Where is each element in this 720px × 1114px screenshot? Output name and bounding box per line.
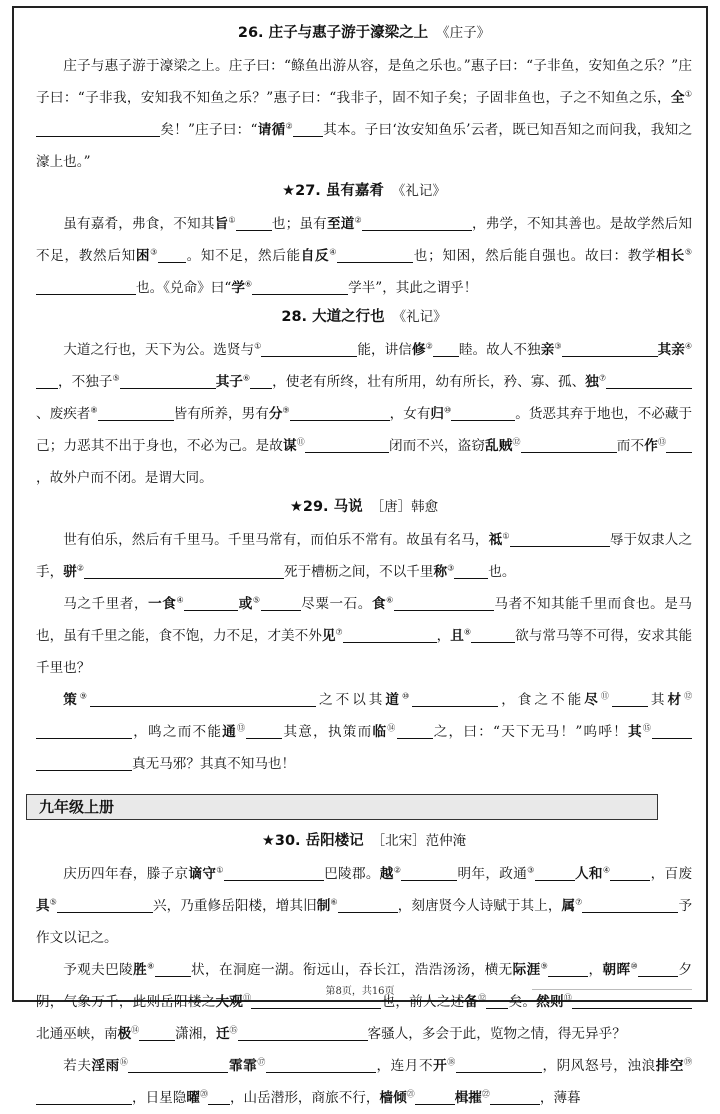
answer-blank[interactable] xyxy=(120,373,216,389)
answer-blank[interactable] xyxy=(246,723,282,739)
annotation-number: ⑰ xyxy=(257,1057,266,1067)
answer-blank[interactable] xyxy=(139,1025,175,1041)
answer-blank[interactable] xyxy=(456,1057,542,1073)
passage-text: ，阴风怒号，浊浪 xyxy=(541,1058,656,1074)
passage-text: ，日星隐 xyxy=(132,1090,187,1106)
passage-text: 矣！”庄子曰：“ xyxy=(160,122,258,138)
passage-text: 而不 xyxy=(616,438,645,454)
answer-blank[interactable] xyxy=(562,341,618,357)
annotation-number: ⑱ xyxy=(447,1057,456,1067)
key-term: 霏霏 xyxy=(228,1058,258,1074)
answer-blank[interactable] xyxy=(36,755,132,771)
passage-text: 庆历四年春，滕子京 xyxy=(63,866,189,882)
annotation-number: ⑮ xyxy=(642,723,653,733)
answer-blank[interactable] xyxy=(451,405,515,421)
key-term: 尽 xyxy=(584,692,601,708)
answer-blank[interactable] xyxy=(610,865,650,881)
passage-text: 矣。 xyxy=(508,994,537,1010)
title-source: ［北宋］范仲淹 xyxy=(371,833,467,849)
title-text: ★30. 岳阳楼记 xyxy=(261,833,364,849)
answer-blank[interactable] xyxy=(305,437,389,453)
key-term: 谋 xyxy=(282,438,297,454)
page-number: 第8页，共16页 xyxy=(325,986,395,997)
key-term: 其亲 xyxy=(657,342,685,358)
grade-heading: 九年级上册 xyxy=(26,794,658,820)
annotation-number: ⑤ xyxy=(684,247,693,257)
annotation-number: ⑬ xyxy=(563,993,573,1003)
annotation-number: ⑤ xyxy=(112,373,120,383)
passage-text: 辱于奴隶人之手， xyxy=(36,532,693,580)
key-term: 修 xyxy=(411,342,426,358)
answer-blank[interactable] xyxy=(236,215,272,231)
page-sheet xyxy=(12,6,708,1106)
passage-26 xyxy=(36,50,692,178)
annotation-number: ⑦ xyxy=(598,373,607,383)
key-term: 骈 xyxy=(63,564,77,580)
passage-text: 能，讲信 xyxy=(357,342,412,358)
annotation-number: ③ xyxy=(554,341,562,351)
annotation-number: ③ xyxy=(150,247,158,257)
passage-text: 予观夫巴陵 xyxy=(63,962,134,978)
passage-text: 也。 xyxy=(488,564,516,580)
annotation-number: ⑫ xyxy=(512,437,521,447)
key-term: 谪守 xyxy=(188,866,217,882)
answer-blank[interactable] xyxy=(471,627,515,643)
annotation-number: ⑭ xyxy=(387,723,397,733)
annotation-number: ② xyxy=(285,121,293,131)
passage-29-p3 xyxy=(36,684,692,780)
answer-blank[interactable] xyxy=(582,897,678,913)
key-term: 乱贼 xyxy=(485,438,513,454)
passage-text: 马之千里者， xyxy=(63,596,149,612)
passage-text: 其本。子曰‘汝安知鱼乐’云者，既已知吾知之而问我，我知之濠上也。” xyxy=(36,122,693,170)
page-content xyxy=(36,22,692,1114)
passage-text: 其 xyxy=(647,692,668,708)
passage-text: 若夫 xyxy=(63,1058,92,1074)
key-term: 其子 xyxy=(215,374,243,390)
answer-blank[interactable] xyxy=(261,595,301,611)
answer-blank[interactable] xyxy=(158,247,186,263)
key-term: 属 xyxy=(561,898,576,914)
annotation-number: ④ xyxy=(684,341,693,351)
passage-text: 其意，执策而 xyxy=(282,724,373,740)
passage-text: 。知不足，然后能 xyxy=(185,248,301,264)
key-term: 分 xyxy=(268,406,283,422)
annotation-number: ⑤ xyxy=(252,595,261,605)
annotation-number: ⑩ xyxy=(444,405,452,415)
passage-text: 死于槽枥之间，不以千里 xyxy=(283,564,434,580)
passage-text: ，百废 xyxy=(650,866,693,882)
annotation-number: ⑩ xyxy=(630,961,639,971)
annotation-number: ⑭ xyxy=(131,1025,140,1035)
key-term: 大观 xyxy=(215,994,244,1010)
key-term: 通 xyxy=(222,724,238,740)
key-term: 然则 xyxy=(536,994,564,1010)
key-term: 越 xyxy=(379,866,394,882)
answer-blank[interactable] xyxy=(224,865,324,881)
passage-text: 尽粟一石。 xyxy=(300,596,372,612)
annotation-number: ③ xyxy=(527,865,535,875)
annotation-number: ⑬ xyxy=(657,437,667,447)
answer-blank[interactable] xyxy=(338,897,398,913)
annotation-number: ⑧ xyxy=(147,961,155,971)
answer-blank[interactable] xyxy=(128,1057,228,1073)
title-text: ★29. 马说 xyxy=(289,499,363,515)
answer-blank[interactable] xyxy=(36,1089,132,1105)
answer-blank[interactable] xyxy=(412,691,498,707)
key-term: 或 xyxy=(238,596,253,612)
answer-blank[interactable] xyxy=(548,961,588,977)
answer-blank[interactable] xyxy=(266,1057,376,1073)
passage-text: 之不以其 xyxy=(315,692,386,708)
passage-27 xyxy=(36,208,692,304)
annotation-number: ① xyxy=(502,531,510,541)
answer-blank[interactable] xyxy=(510,531,610,547)
annotation-number: ⑯ xyxy=(119,1057,129,1067)
key-term: 且 xyxy=(450,628,464,644)
annotation-number: ⑧ xyxy=(463,627,472,637)
passage-text: 学半”，其此之谓乎！ xyxy=(348,280,478,296)
answer-blank[interactable] xyxy=(666,437,692,453)
annotation-number: ⑩ xyxy=(402,691,413,701)
key-term: 一食 xyxy=(148,596,177,612)
answer-blank[interactable] xyxy=(290,405,390,421)
answer-blank[interactable] xyxy=(415,1089,455,1105)
passage-29-p2 xyxy=(36,588,692,684)
answer-blank[interactable] xyxy=(98,405,174,421)
passage-text: 欲与常马等不可得，安求其能千里也？ xyxy=(36,628,693,676)
passage-text: 也。《兑命》曰“ xyxy=(136,280,232,296)
key-term: 朝晖 xyxy=(602,962,631,978)
passage-text: 巴陵郡。 xyxy=(323,866,380,882)
passage-text: 也；知困，然后能自强也。故曰：教学 xyxy=(413,248,657,264)
answer-blank[interactable] xyxy=(337,247,413,263)
answer-blank[interactable] xyxy=(36,121,100,137)
title-text: ★27. 虽有嘉肴 xyxy=(282,183,384,199)
key-term: 材 xyxy=(667,692,685,708)
key-term: 开 xyxy=(433,1058,448,1074)
key-term: 樯倾 xyxy=(379,1090,407,1106)
passage-text: ，弗学，不知其善也。是故学然后知不足，教然后知 xyxy=(36,216,693,264)
key-term: 旨 xyxy=(214,216,229,232)
title-source: 《礼记》 xyxy=(392,309,447,325)
key-term: 胜 xyxy=(133,962,148,978)
answer-blank[interactable] xyxy=(238,1025,368,1041)
key-term: 自反 xyxy=(300,248,330,264)
annotation-number: ⑪ xyxy=(296,437,305,447)
passage-text: 皆有所养，男有 xyxy=(173,406,269,422)
annotation-number: ⑥ xyxy=(242,373,251,383)
answer-blank[interactable] xyxy=(535,865,575,881)
passage-text: 潇湘， xyxy=(175,1026,216,1042)
key-term: 其 xyxy=(627,724,643,740)
key-term: 曜 xyxy=(186,1090,200,1106)
passage-30-p3 xyxy=(36,1050,692,1114)
passage-text: ，刻唐贤今人诗赋于其上， xyxy=(397,898,562,914)
answer-blank[interactable] xyxy=(57,897,153,913)
answer-blank[interactable] xyxy=(155,961,191,977)
annotation-number: ② xyxy=(76,563,84,573)
answer-blank[interactable] xyxy=(490,1089,540,1105)
annotation-number: ① xyxy=(216,865,224,875)
key-term: 至道 xyxy=(326,216,355,232)
title-source: ［唐］韩愈 xyxy=(370,499,439,515)
passage-30-p1 xyxy=(36,858,692,954)
answer-blank[interactable] xyxy=(521,437,617,453)
annotation-number: ② xyxy=(425,341,433,351)
answer-blank[interactable] xyxy=(84,563,284,579)
key-term: 亲 xyxy=(540,342,555,358)
answer-blank[interactable] xyxy=(343,627,437,643)
passage-text: 庄子与惠子游于濠梁之上。庄子曰：“鲦鱼出游从容，是鱼之乐也。”惠子曰：“子非鱼，安知鱼之乐？”庄子曰：“子非我，安知我不知鱼之乐？”惠子曰：“我非子，固不知子矣；子固非鱼也，子之不知鱼之乐， xyxy=(36,58,692,106)
annotation-number: ⑫ xyxy=(478,993,487,1003)
answer-blank[interactable] xyxy=(208,1089,230,1105)
answer-blank[interactable] xyxy=(652,723,692,739)
passage-text: ，不独子 xyxy=(58,374,113,390)
passage-text: 大道之行也，天下为公。选贤与 xyxy=(63,342,255,358)
answer-blank[interactable] xyxy=(618,341,658,357)
passage-text: 状，在洞庭一湖。衔远山，吞长江，浩浩汤汤，横无 xyxy=(190,962,513,978)
key-term: 归 xyxy=(430,406,445,422)
passage-30-p2 xyxy=(36,954,692,1050)
answer-blank[interactable] xyxy=(252,279,348,295)
annotation-number: ⑨ xyxy=(540,961,549,971)
key-term: 迁 xyxy=(215,1026,230,1042)
annotation-number: ③ xyxy=(447,563,455,573)
answer-blank[interactable] xyxy=(36,723,132,739)
annotation-number: ⑳ xyxy=(199,1089,208,1099)
key-term: 际涯 xyxy=(512,962,541,978)
key-term: 人和 xyxy=(574,866,603,882)
answer-blank[interactable] xyxy=(36,373,58,389)
section-title-26 xyxy=(36,22,692,44)
passage-text: 之，曰：“天下无马！”呜呼！ xyxy=(432,724,628,740)
key-term: 具 xyxy=(36,898,50,914)
key-term: 祗 xyxy=(488,532,503,548)
annotation-number: ⑥ xyxy=(386,595,394,605)
answer-blank[interactable] xyxy=(293,121,323,137)
answer-blank[interactable] xyxy=(394,595,494,611)
passage-text: ，食之不能 xyxy=(498,692,585,708)
answer-blank[interactable] xyxy=(612,691,648,707)
answer-blank[interactable] xyxy=(184,595,238,611)
passage-text: 夕阴，气象万千，此则岳阳楼之 xyxy=(36,962,693,1010)
answer-blank[interactable] xyxy=(362,215,472,231)
passage-text: 予作文以记之。 xyxy=(36,898,693,946)
passage-text: 也，前人之述 xyxy=(381,994,465,1010)
key-term: 楫摧 xyxy=(454,1090,482,1106)
annotation-number: ④ xyxy=(176,595,185,605)
key-term: 请循 xyxy=(257,122,286,138)
answer-blank[interactable] xyxy=(397,723,433,739)
annotation-number: ① xyxy=(254,341,262,351)
annotation-number: ⑧ xyxy=(90,405,98,415)
annotation-number: ⑪ xyxy=(600,691,612,701)
key-term: 作 xyxy=(644,438,658,454)
annotation-number: ㉑ xyxy=(406,1089,415,1099)
passage-text: 北通巫峡，南 xyxy=(36,1026,118,1042)
answer-blank[interactable] xyxy=(250,373,272,389)
passage-text: ，使老有所终，壮有所用，幼有所长，矜、寡、孤、 xyxy=(272,374,586,390)
answer-blank[interactable] xyxy=(454,563,488,579)
answer-blank[interactable] xyxy=(90,691,316,707)
answer-blank[interactable] xyxy=(261,341,357,357)
annotation-number: ⑦ xyxy=(575,897,583,907)
passage-29-p1 xyxy=(36,524,692,588)
section-title-30 xyxy=(36,830,692,852)
key-term: 食 xyxy=(371,596,387,612)
annotation-number: ② xyxy=(393,865,402,875)
key-term: 排空 xyxy=(655,1058,685,1074)
title-source: 《庄子》 xyxy=(436,25,491,41)
key-term: 独 xyxy=(585,374,599,390)
key-term: 困 xyxy=(135,248,151,264)
passage-text: 。货恶其弃于地也，不必藏于己；力恶其不出于身也，不必为己。是故 xyxy=(36,406,693,454)
passage-text: ， xyxy=(588,962,603,978)
answer-blank[interactable] xyxy=(100,121,160,137)
passage-text: 明年，政通 xyxy=(457,866,528,882)
annotation-number: ⑥ xyxy=(330,897,338,907)
passage-text: 客骚人，多会于此，览物之情，得无异乎？ xyxy=(367,1026,626,1042)
annotation-number: ④ xyxy=(602,865,611,875)
annotation-number: ① xyxy=(684,89,692,99)
passage-text: 、废疾者 xyxy=(36,406,91,422)
annotation-number: ④ xyxy=(329,247,338,257)
section-title-27 xyxy=(36,180,692,202)
key-term: 全 xyxy=(670,90,685,106)
key-term: 淫雨 xyxy=(91,1058,120,1074)
passage-text: ，故外户而不闭。是谓大同。 xyxy=(36,470,213,486)
annotation-number: ⑮ xyxy=(229,1025,238,1035)
key-term: 道 xyxy=(385,692,403,708)
passage-text: 兴，乃重修岳阳楼，增其旧 xyxy=(152,898,317,914)
passage-text: ，鸣之而不能 xyxy=(132,724,223,740)
key-term: 极 xyxy=(117,1026,132,1042)
passage-28 xyxy=(36,334,692,494)
answer-blank[interactable] xyxy=(638,961,678,977)
passage-text: ，山岳潜形，商旅不行， xyxy=(229,1090,380,1106)
annotation-number: ⑬ xyxy=(237,723,247,733)
annotation-number: ⑥ xyxy=(244,279,253,289)
answer-blank[interactable] xyxy=(36,279,136,295)
annotation-number: ㉒ xyxy=(481,1089,490,1099)
passage-text: 马者不知其能千里而食也。是马也，虽有千里之能，食不饱，力不足，才美不外 xyxy=(36,596,693,644)
key-term: 备 xyxy=(464,994,479,1010)
passage-text: 睦。故人不独 xyxy=(458,342,541,358)
annotation-number: ⑪ xyxy=(243,993,252,1003)
annotation-number: ② xyxy=(354,215,362,225)
key-term: 制 xyxy=(316,898,331,914)
title-text: 28. 大道之行也 xyxy=(281,309,385,325)
passage-text: 闭而不兴，盗窃 xyxy=(388,438,486,454)
passage-text: ，连月不 xyxy=(375,1058,434,1074)
key-term: 临 xyxy=(372,724,388,740)
section-title-28 xyxy=(36,306,692,328)
section-title-29 xyxy=(36,496,692,518)
annotation-number: ⑫ xyxy=(684,691,693,701)
key-term: 学 xyxy=(231,280,245,296)
annotation-number: ⑨ xyxy=(79,691,90,701)
key-term: 称 xyxy=(433,564,448,580)
passage-text: ，女有 xyxy=(389,406,431,422)
key-term: 见 xyxy=(321,628,336,644)
annotation-number: ① xyxy=(228,215,236,225)
passage-text: ，薄暮 xyxy=(539,1090,581,1106)
key-term: 策 xyxy=(63,692,80,708)
passage-text: 也；虽有 xyxy=(271,216,327,232)
answer-blank[interactable] xyxy=(606,373,692,389)
annotation-number: ⑦ xyxy=(335,627,343,637)
annotation-number: ⑨ xyxy=(282,405,290,415)
passage-text: 虽有嘉肴，弗食，不知其 xyxy=(63,216,215,232)
annotation-number: ⑤ xyxy=(49,897,57,907)
passage-text: 世有伯乐，然后有千里马。千里马常有，而伯乐不常有。故虽有名马， xyxy=(63,532,489,548)
title-text: 26. 庄子与惠子游于濠梁之上 xyxy=(237,25,429,41)
key-term: 相长 xyxy=(656,248,685,264)
passage-text: ， xyxy=(436,628,451,644)
answer-blank[interactable] xyxy=(433,341,459,357)
answer-blank[interactable] xyxy=(401,865,457,881)
title-source: 《礼记》 xyxy=(391,183,446,199)
passage-text: 真无马邪？其真不知马也！ xyxy=(132,756,296,772)
annotation-number: ⑲ xyxy=(684,1057,693,1067)
